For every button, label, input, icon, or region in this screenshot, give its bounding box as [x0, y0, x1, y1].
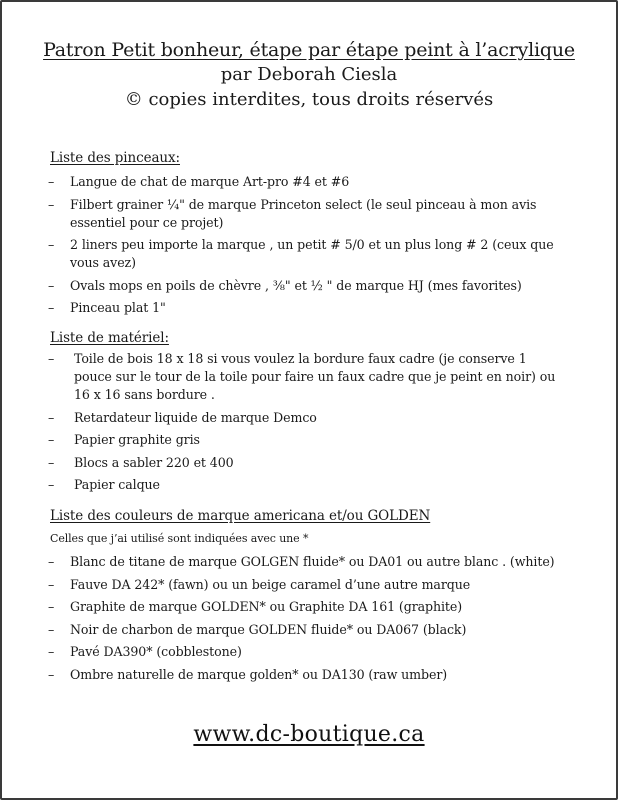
list-item: – Noir de charbon de marque GOLDEN fluide* ou DA067 (black): [48, 621, 568, 639]
colors-heading: Liste des couleurs de marque americana et/ou GOLDEN: [50, 508, 431, 524]
list-item: – Graphite de marque GOLDEN* ou Graphite DA 161 (graphite): [48, 598, 568, 616]
list-item: – Ombre naturelle de marque golden* ou DA130 (raw umber): [48, 666, 568, 684]
colors-note: Celles que j’ai utilisé sont indiquées avec une *: [50, 532, 309, 545]
list-item: – Papier calque: [48, 476, 568, 494]
list-item: – Filbert grainer ¼" de marque Princeton select (le seul pinceau à mon avis essentiel pour ce projet): [48, 196, 568, 232]
materials-heading: Liste de matériel:: [50, 330, 169, 346]
document-header: [0, 38, 618, 112]
colors-list: [48, 553, 568, 688]
list-item: – Toile de bois 18 x 18 si vous voulez la bordure faux cadre (je conserve 1 pouce sur le tour de la toile pour faire un faux cadre que je peint en noir) ou 16 x 16 sans bordure .: [48, 350, 568, 404]
list-item: – Ovals mops en poils de chèvre , ⅜" et ½ " de marque HJ (mes favorites): [48, 277, 568, 295]
brushes-list: [48, 173, 568, 322]
list-item: – Blocs a sabler 220 et 400: [48, 454, 568, 472]
brushes-heading: Liste des pinceaux:: [50, 150, 180, 166]
website-link[interactable]: www.dc-boutique.ca: [193, 722, 425, 747]
materials-list: [48, 350, 568, 499]
list-item: – Langue de chat de marque Art-pro #4 et #6: [48, 173, 568, 191]
list-item: – 2 liners peu importe la marque , un petit # 5/0 et un plus long # 2 (ceux que vous avez): [48, 236, 568, 272]
list-item: – Papier graphite gris: [48, 431, 568, 449]
author-line: par Deborah Ciesla: [220, 64, 398, 85]
list-item: – Blanc de titane de marque GOLGEN fluide* ou DA01 ou autre blanc . (white): [48, 553, 568, 571]
list-item: – Fauve DA 242* (fawn) ou un beige caramel d’une autre marque: [48, 576, 568, 594]
list-item: – Pavé DA390* (cobblestone): [48, 643, 568, 661]
copyright-line: © copies interdites, tous droits réservés: [124, 89, 494, 110]
list-item: – Pinceau plat 1": [48, 299, 568, 317]
document-title: Patron Petit bonheur, étape par étape peint à l’acrylique: [43, 39, 575, 61]
list-item: – Retardateur liquide de marque Demco: [48, 409, 568, 427]
